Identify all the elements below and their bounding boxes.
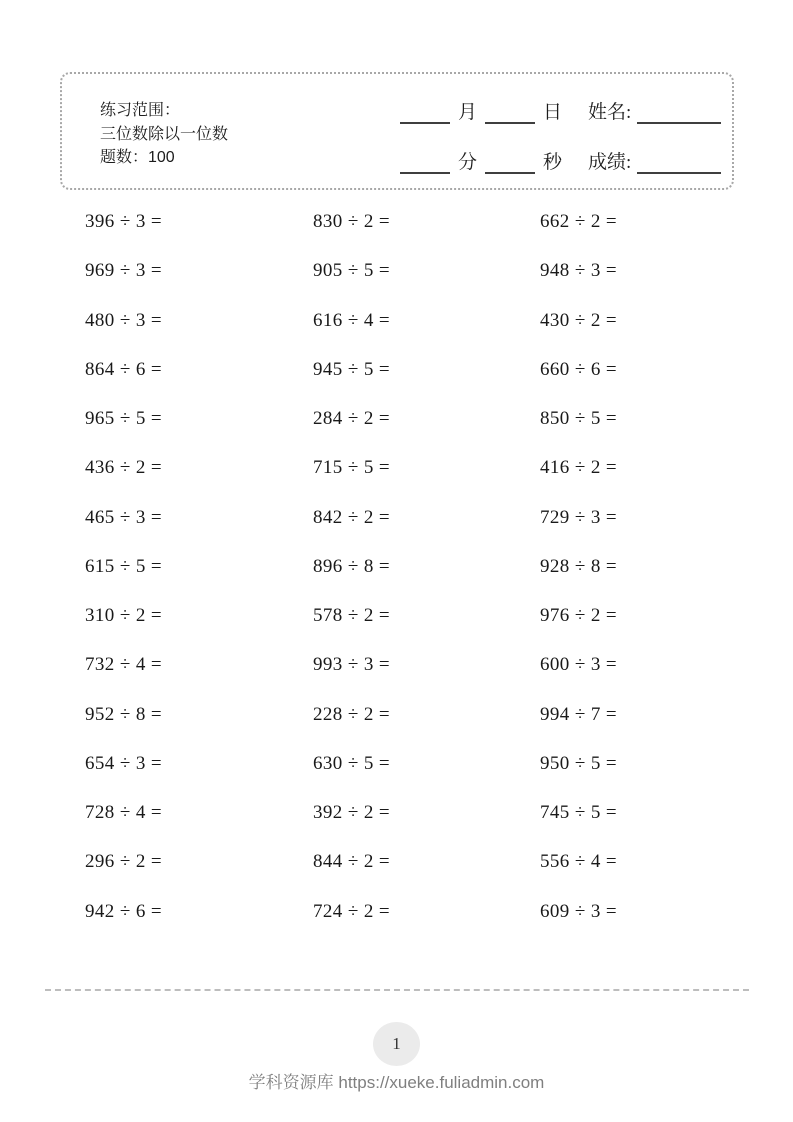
second-blank-line <box>485 154 535 174</box>
problem-item: 600 ÷ 3 = <box>540 654 617 676</box>
problem-item: 724 ÷ 2 = <box>313 900 390 922</box>
header-left-info <box>100 99 228 170</box>
problem-item: 609 ÷ 3 = <box>540 900 617 922</box>
problems-grid <box>85 197 765 936</box>
problem-item: 416 ÷ 2 = <box>540 457 617 479</box>
date-name-row <box>400 100 722 124</box>
problem-item: 945 ÷ 5 = <box>313 358 390 380</box>
month-blank-line <box>400 104 450 124</box>
problem-item: 950 ÷ 5 = <box>540 752 617 774</box>
day-label: 日 <box>543 102 563 123</box>
problem-item: 905 ÷ 5 = <box>313 260 390 282</box>
score-blank-line <box>637 154 721 174</box>
page-number-badge: 1 <box>373 1022 420 1066</box>
problem-item: 844 ÷ 2 = <box>313 851 390 873</box>
problem-item: 965 ÷ 5 = <box>85 408 162 429</box>
problem-item: 729 ÷ 3 = <box>540 506 617 528</box>
month-label: 月 <box>458 102 478 123</box>
problem-item: 728 ÷ 4 = <box>85 802 162 823</box>
problem-item: 928 ÷ 8 = <box>540 555 617 577</box>
problem-item: 994 ÷ 7 = <box>540 703 617 725</box>
problem-item: 662 ÷ 2 = <box>540 211 617 232</box>
header-box <box>60 72 734 190</box>
problem-item: 396 ÷ 3 = <box>85 211 162 232</box>
problem-item: 284 ÷ 2 = <box>313 408 390 429</box>
practice-range-label: 练习范围： <box>100 102 181 119</box>
time-score-row <box>400 150 722 174</box>
question-count-label: 题数：100 <box>100 149 175 166</box>
problem-item: 465 ÷ 3 = <box>85 506 162 528</box>
problem-item: 715 ÷ 5 = <box>313 457 390 479</box>
problem-item: 969 ÷ 3 = <box>85 260 162 282</box>
problem-item: 948 ÷ 3 = <box>540 260 617 282</box>
day-blank-line <box>485 104 535 124</box>
problem-item: 556 ÷ 4 = <box>540 851 617 873</box>
problem-item: 392 ÷ 2 = <box>313 802 390 823</box>
problem-item: 578 ÷ 2 = <box>313 605 390 626</box>
problem-item: 660 ÷ 6 = <box>540 358 617 380</box>
problem-item: 615 ÷ 5 = <box>85 555 162 577</box>
problem-item: 864 ÷ 6 = <box>85 358 162 380</box>
name-blank-line <box>637 104 721 124</box>
problem-item: 842 ÷ 2 = <box>313 506 390 528</box>
header-right-fields <box>400 100 722 200</box>
score-label: 成绩: <box>588 152 632 173</box>
problem-item: 616 ÷ 4 = <box>313 309 390 331</box>
problem-item: 896 ÷ 8 = <box>313 555 390 577</box>
minute-blank-line <box>400 154 450 174</box>
problem-item: 654 ÷ 3 = <box>85 752 162 774</box>
name-label: 姓名: <box>588 102 632 123</box>
problem-item: 942 ÷ 6 = <box>85 900 162 922</box>
problem-item: 952 ÷ 8 = <box>85 703 162 725</box>
practice-range-value: 三位数除以一位数 <box>100 125 229 143</box>
second-label: 秒 <box>543 152 563 173</box>
problem-item: 480 ÷ 3 = <box>85 309 162 331</box>
problem-item: 732 ÷ 4 = <box>85 654 162 676</box>
footer-site-text: 学科资源库 https://xueke.fuliadmin.com <box>248 1073 545 1092</box>
bottom-divider <box>45 989 749 991</box>
problem-item: 310 ÷ 2 = <box>85 605 162 626</box>
problem-item: 430 ÷ 2 = <box>540 309 617 331</box>
problem-item: 850 ÷ 5 = <box>540 408 617 429</box>
problem-item: 830 ÷ 2 = <box>313 211 390 232</box>
problem-item: 993 ÷ 3 = <box>313 654 390 676</box>
problem-item: 296 ÷ 2 = <box>85 851 162 873</box>
problem-item: 976 ÷ 2 = <box>540 605 617 626</box>
minute-label: 分 <box>458 152 478 173</box>
problem-item: 436 ÷ 2 = <box>85 457 162 479</box>
problem-item: 630 ÷ 5 = <box>313 752 390 774</box>
problem-item: 228 ÷ 2 = <box>313 703 390 725</box>
problem-item: 745 ÷ 5 = <box>540 802 617 823</box>
